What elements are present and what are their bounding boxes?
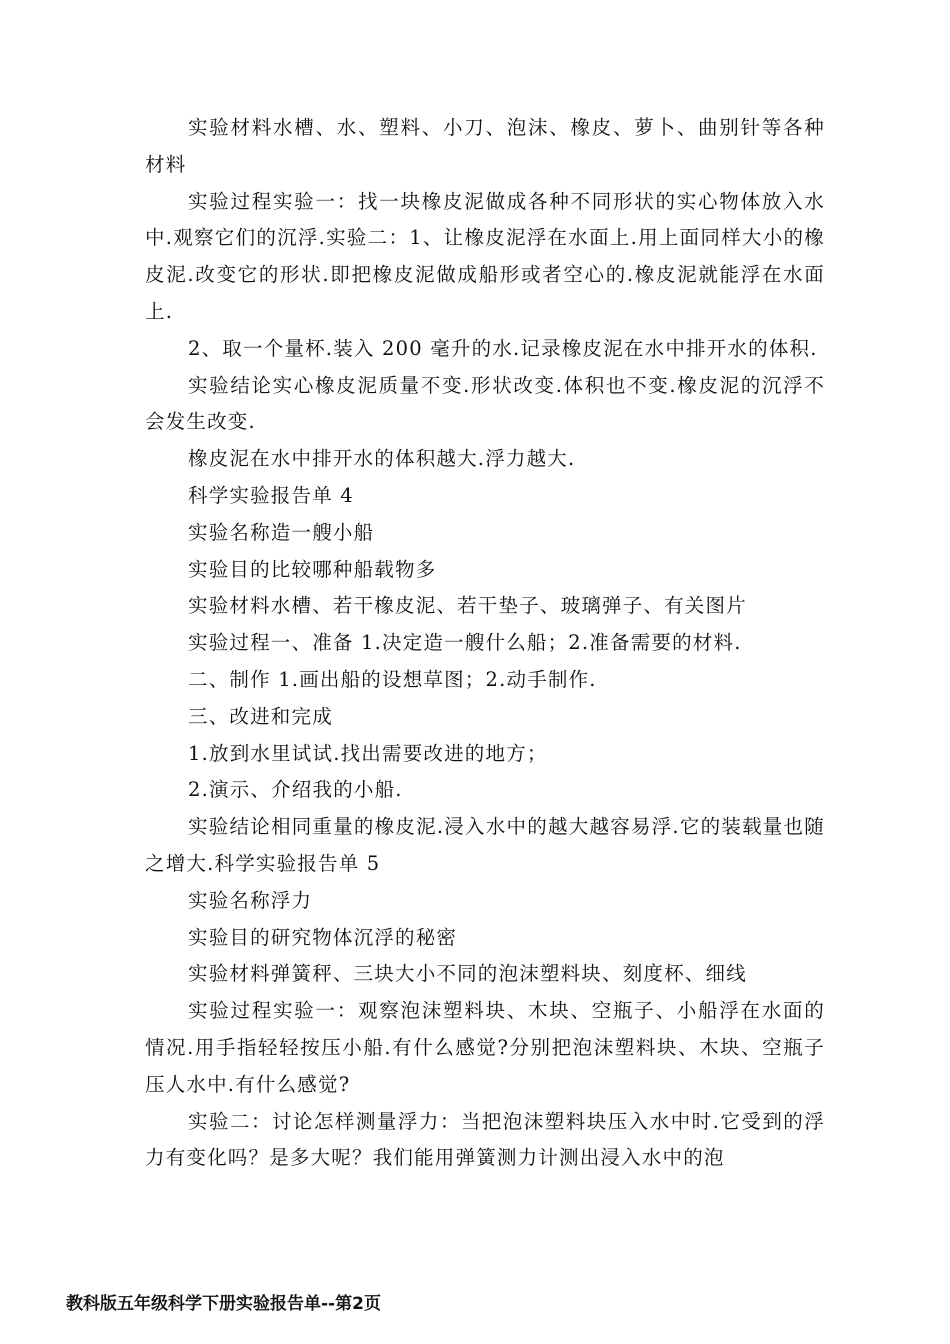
- paragraph-materials: 实验材料水槽、水、塑料、小刀、泡沫、橡皮、萝卜、曲别针等各种材料: [145, 116, 825, 176]
- paragraph-experiment-name-5: 实验名称浮力: [188, 888, 313, 912]
- paragraph-step-test: 1.放到水里试试.找出需要改进的地方；: [188, 741, 548, 765]
- paragraph-process-make: 二、制作 1.画出船的设想草图；2.动手制作.: [188, 667, 597, 691]
- paragraph-measure: 2、取一个量杯.装入 200 毫升的水.记录橡皮泥在水中排开水的体积.: [188, 336, 818, 360]
- paragraph-materials-5: 实验材料弹簧秤、三块大小不同的泡沫塑料块、刻度杯、细线: [188, 962, 747, 986]
- paragraph-conclusion-boat: 实验结论相同重量的橡皮泥.浸入水中的越大越容易浮.它的装载量也随之增大.科学实验报告单 5: [145, 815, 825, 875]
- paragraph-experiment-two: 实验二：讨论怎样测量浮力：当把泡沫塑料块压入水中时.它受到的浮力有变化吗？是多大呢？我们能用弹簧测力计测出浸入水中的泡: [145, 1109, 825, 1170]
- page-footer: 教科版五年级科学下册实验报告单--第2页: [66, 1294, 381, 1314]
- document-body: [145, 110, 825, 1177]
- paragraph-process-prepare: 实验过程一、准备 1.决定造一艘什么船；2.准备需要的材料.: [188, 631, 742, 655]
- paragraph-step-present: 2.演示、介绍我的小船.: [188, 778, 403, 802]
- paragraph-process: 实验过程实验一：找一块橡皮泥做成各种不同形状的实心物体放入水中.观察它们的沉浮.实验二：1、让橡皮泥浮在水面上.用上面同样大小的橡皮泥.改变它的形状.即把橡皮泥做成船形或者空心的.橡皮泥就能浮在水面上.: [145, 189, 825, 323]
- paragraph-conclusion: 实验结论实心橡皮泥质量不变.形状改变.体积也不变.橡皮泥的沉浮不会发生改变.: [145, 373, 825, 434]
- paragraph-process-improve: 三、改进和完成: [188, 704, 333, 728]
- report-heading-4: 科学实验报告单 4: [188, 483, 354, 507]
- paragraph-process-5: 实验过程实验一：观察泡沫塑料块、木块、空瓶子、小船浮在水面的情况.用手指轻轻按压小船.有什么感觉?分别把泡沫塑料块、木块、空瓶子压人水中.有什么感觉?: [145, 999, 825, 1096]
- paragraph-experiment-goal-5: 实验目的研究物体沉浮的秘密: [188, 925, 458, 949]
- paragraph-materials-boat: 实验材料水槽、若干橡皮泥、若干垫子、玻璃弹子、有关图片: [188, 594, 747, 618]
- paragraph-buoyancy-note: 橡皮泥在水中排开水的体积越大.浮力越大.: [188, 447, 576, 471]
- paragraph-experiment-name: 实验名称造一艘小船: [188, 520, 375, 544]
- paragraph-experiment-goal: 实验目的比较哪种船载物多: [188, 557, 437, 581]
